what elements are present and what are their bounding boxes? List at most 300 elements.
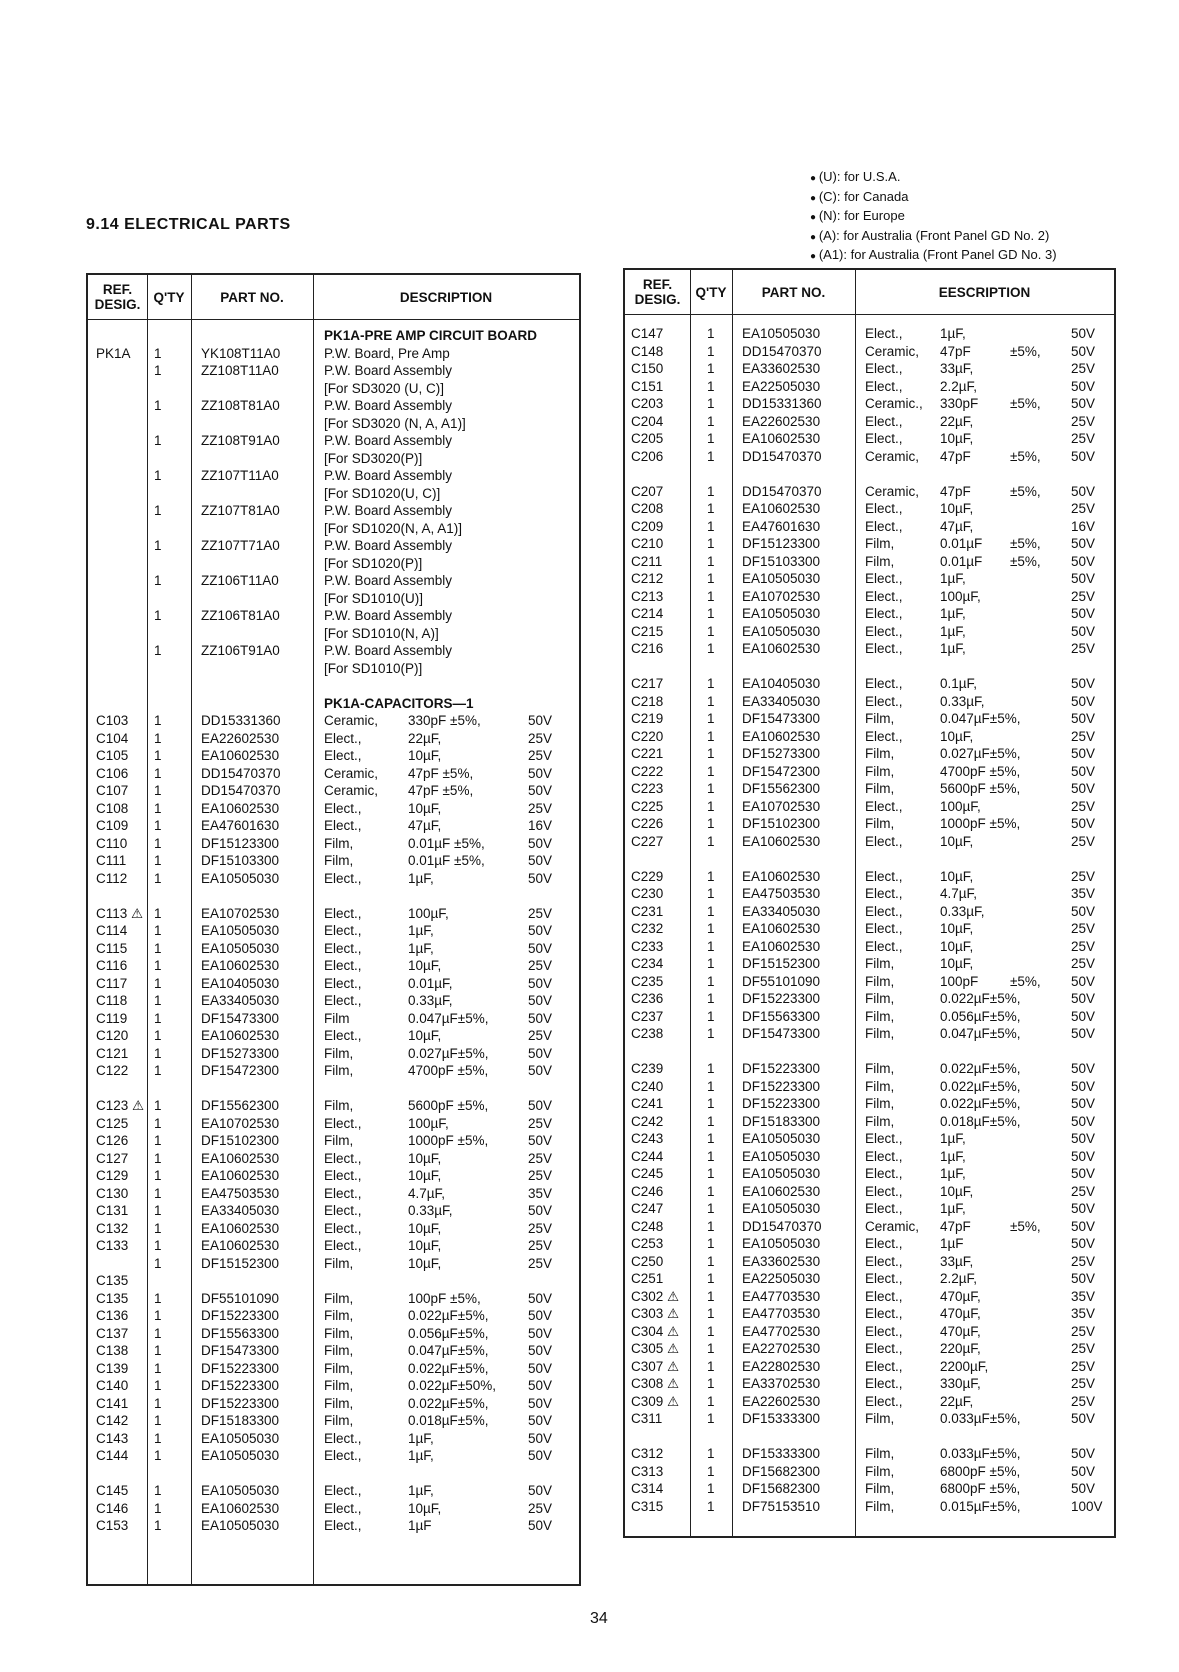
cell-ref-desig: C243 [631, 1131, 664, 1146]
cell-qty: 1 [154, 398, 162, 413]
table-row [88, 467, 579, 485]
legend-item: ● (A): for Australia (Front Panel GD No. 2) [810, 227, 1057, 247]
cell-value: 10µF, [940, 728, 974, 744]
table-row [625, 553, 1114, 571]
table-row [88, 747, 579, 765]
cell-part-no: EA22602530 [201, 730, 280, 746]
cell-ref-desig: C109 [96, 818, 129, 833]
cell-qty: 1 [154, 1045, 162, 1061]
cell-qty: 1 [707, 781, 715, 796]
table-row [625, 990, 1114, 1008]
cell-qty: 1 [707, 921, 715, 936]
cell-value: 10µF, [940, 868, 974, 884]
cell-value: 1000pF ±5%, [408, 1133, 489, 1148]
cell-value: 0.022µF±5%, [940, 1061, 1021, 1076]
cell-type: Film, [865, 781, 895, 796]
cell-type: Elect., [865, 1131, 903, 1146]
table-row [88, 730, 579, 748]
cell-voltage: 50V [1071, 1446, 1096, 1461]
cell-type: Elect., [324, 1448, 362, 1463]
cell-qty: 1 [707, 798, 715, 814]
cell-ref-desig: C150 [631, 361, 664, 376]
cell-voltage: 35V [1071, 1306, 1096, 1321]
cell-ref-desig: C229 [631, 868, 664, 884]
cell-part-no: DD15331360 [742, 396, 822, 411]
cell-qty: 1 [154, 573, 162, 588]
cell-qty: 1 [707, 378, 715, 394]
cell-voltage: 50V [1071, 1061, 1096, 1076]
table-row [88, 660, 579, 678]
cell-qty: 1 [707, 1218, 715, 1234]
table-row [88, 1220, 579, 1238]
cell-qty: 1 [707, 676, 715, 691]
cell-ref-desig: C236 [631, 991, 664, 1006]
cell-part-no: EA33405030 [201, 1203, 280, 1218]
cell-part-no: EA10702530 [201, 1115, 280, 1131]
cell-type: Elect., [865, 378, 903, 394]
cell-value: 0.033µF±5%, [940, 1411, 1021, 1426]
table-row [88, 1377, 579, 1395]
cell-qty: 1 [154, 940, 162, 956]
cell-part-no: EA10505030 [742, 326, 821, 341]
cell-type: Elect., [324, 800, 362, 816]
cell-ref-desig: C110 [96, 835, 128, 851]
cell-ref-desig: C148 [631, 343, 664, 359]
cell-type: [For SD3020 (N, A, A1)] [324, 415, 466, 431]
cell-ref-desig: C250 [631, 1253, 664, 1269]
table-row [625, 1445, 1114, 1463]
table-row [625, 1113, 1114, 1131]
cell-part-no: DF15223300 [742, 1096, 821, 1111]
cell-ref-desig: C238 [631, 1026, 664, 1041]
cell-part-no: DF15183300 [201, 1413, 280, 1428]
table-row [625, 798, 1114, 816]
table-row [88, 765, 579, 783]
cell-type: Film, [865, 973, 895, 989]
table-row [88, 677, 579, 695]
table-row [625, 1270, 1114, 1288]
cell-part-no: EA10505030 [201, 940, 280, 956]
cell-voltage: 50V [528, 1448, 553, 1463]
cell-part-no: DF15223300 [201, 1360, 280, 1376]
cell-qty: 1 [707, 1481, 715, 1496]
cell-ref-desig: C246 [631, 1183, 664, 1199]
cell-value: 1µF, [940, 641, 966, 656]
cell-value: 0.01µF [940, 536, 983, 551]
cell-type: [For SD1010(U)] [324, 590, 424, 606]
cell-qty: 1 [154, 643, 162, 658]
cell-type: Film, [324, 835, 354, 851]
cell-part-no: EA10602530 [742, 868, 821, 884]
cell-qty: 1 [707, 1376, 715, 1391]
cell-type: Film, [865, 711, 895, 726]
cell-type: Elect., [865, 501, 903, 516]
table-row [625, 1200, 1114, 1218]
cell-ref-desig: C140 [96, 1378, 129, 1393]
cell-part-no: EA47702530 [742, 1323, 821, 1339]
cell-part-no: EA10505030 [201, 923, 280, 938]
cell-type: Ceramic, [865, 1218, 920, 1234]
cell-value: 47pF [940, 343, 971, 359]
cell-ref-desig: C307 ⚠ [631, 1358, 680, 1374]
cell-ref-desig: C232 [631, 921, 664, 936]
table-row [625, 325, 1114, 343]
table-row [625, 1253, 1114, 1271]
cell-part-no: EA10602530 [742, 501, 821, 516]
cell-qty: 1 [154, 1308, 162, 1323]
table-row [88, 695, 579, 713]
cell-value: 10µF, [940, 501, 974, 516]
table-row [88, 940, 579, 958]
cell-value: 10µF, [408, 958, 442, 973]
cell-qty: 1 [154, 1063, 162, 1078]
cell-qty: 1 [707, 553, 715, 569]
cell-value: 1µF, [940, 1131, 966, 1146]
cell-ref-desig: C217 [631, 676, 664, 691]
parts-table-right [623, 268, 1116, 1538]
cell-value: 100pF ±5%, [408, 1290, 481, 1306]
cell-part-no: ZZ106T11A0 [201, 573, 279, 588]
cell-voltage: 50V [1071, 1148, 1096, 1164]
cell-ref-desig: C147 [631, 326, 664, 341]
cell-type: [For SD1020(N, A, A1)] [324, 520, 463, 536]
cell-voltage: 50V [528, 853, 553, 868]
cell-voltage: 50V [1071, 1271, 1096, 1286]
cell-voltage: 50V [528, 1325, 553, 1341]
cell-ref-desig: C234 [631, 956, 664, 971]
table-row [625, 1428, 1114, 1446]
cell-ref-desig: C226 [631, 816, 664, 831]
cell-value: 10µF, [940, 1183, 974, 1199]
cell-type: Elect., [324, 1168, 362, 1183]
cell-qty: 1 [707, 518, 715, 534]
table-row [625, 1480, 1114, 1498]
cell-part-no: DF15682300 [742, 1463, 821, 1479]
cell-qty: 1 [154, 1290, 162, 1306]
table-row [625, 1165, 1114, 1183]
cell-voltage: 50V [528, 1063, 553, 1078]
cell-type: Ceramic, [865, 483, 920, 499]
cell-type: Elect., [865, 1393, 903, 1409]
cell-type: Elect., [865, 623, 903, 639]
cell-qty: 1 [154, 800, 162, 816]
cell-ref-desig: C218 [631, 693, 664, 709]
cell-type: Elect., [865, 1376, 903, 1391]
table-row [625, 728, 1114, 746]
cell-value: 0.047µF±5%, [408, 1010, 489, 1026]
cell-qty: 1 [707, 343, 715, 359]
cell-ref-desig: C143 [96, 1430, 129, 1446]
cell-type: Elect., [865, 1323, 903, 1339]
table-row [625, 605, 1114, 623]
table-row [88, 1150, 579, 1168]
cell-voltage: 25V [1071, 1358, 1096, 1374]
table-row [625, 395, 1114, 413]
cell-value: 1µF, [408, 923, 434, 938]
table-row [625, 1410, 1114, 1428]
table-row [88, 485, 579, 503]
table-row [625, 1235, 1114, 1253]
table-row [88, 1307, 579, 1325]
cell-qty: 1 [154, 363, 162, 378]
cell-part-no: DF15333300 [742, 1411, 821, 1426]
header-ref: REF. DESIG. [94, 282, 141, 312]
cell-part-no: EA10405030 [742, 676, 821, 691]
cell-qty: 1 [707, 1008, 715, 1024]
cell-qty: 1 [154, 1413, 162, 1428]
cell-qty: 1 [154, 1203, 162, 1218]
cell-value: 22µF, [940, 1393, 974, 1409]
table-row [625, 570, 1114, 588]
table-row [625, 868, 1114, 886]
cell-value: 100µF, [408, 905, 449, 921]
cell-voltage: 50V [1071, 326, 1096, 341]
cell-qty: 1 [707, 1026, 715, 1041]
cell-value: 330pF ±5%, [408, 713, 481, 728]
cell-tolerance: ±5%, [1010, 396, 1041, 411]
cell-part-no: EA10602530 [201, 1238, 280, 1253]
cell-qty: 1 [707, 571, 715, 586]
cell-qty: 1 [707, 1236, 715, 1251]
cell-type: Film, [324, 1413, 354, 1428]
cell-voltage: 50V [1071, 571, 1096, 586]
cell-type: Elect., [865, 868, 903, 884]
cell-value: 1µF, [408, 1448, 434, 1463]
legend-item: ● (C): for Canada [810, 188, 1057, 208]
cell-voltage: 50V [1071, 396, 1096, 411]
cell-ref-desig: C138 [96, 1343, 129, 1358]
cell-type: Elect., [865, 1271, 903, 1286]
cell-value: 0.33µF, [940, 903, 985, 919]
cell-type: Film, [865, 991, 895, 1006]
cell-ref-desig: C126 [96, 1133, 129, 1148]
cell-ref-desig: C135 [96, 1273, 129, 1288]
cell-part-no: DF15223300 [201, 1378, 280, 1393]
cell-value: 5600pF ±5%, [940, 781, 1021, 796]
table-row [625, 1130, 1114, 1148]
cell-value: 4700pF ±5%, [408, 1063, 489, 1078]
cell-qty: 1 [707, 1288, 715, 1304]
legend-item: ● (U): for U.S.A. [810, 168, 1057, 188]
cell-qty: 1 [707, 1358, 715, 1374]
cell-part-no: EA10602530 [201, 1220, 280, 1236]
table-row [625, 1358, 1114, 1376]
cell-ref-desig: C141 [96, 1395, 129, 1411]
cell-qty: 1 [707, 1166, 715, 1181]
cell-value: 0.018µF±5%, [408, 1413, 489, 1428]
cell-value: 0.022µF±5%, [408, 1308, 489, 1323]
table-row [88, 1115, 579, 1133]
cell-value: 0.018µF±5%, [940, 1113, 1021, 1129]
cell-voltage: 50V [1071, 623, 1096, 639]
cell-ref-desig: C312 [631, 1446, 664, 1461]
table-row [88, 887, 579, 905]
cell-type: Film, [324, 1133, 354, 1148]
cell-qty: 1 [154, 1378, 162, 1393]
cell-qty: 1 [154, 713, 162, 728]
cell-part-no: DF15473300 [742, 711, 821, 726]
cell-qty: 1 [154, 923, 162, 938]
cell-part-no: DF15563300 [201, 1325, 280, 1341]
cell-voltage: 50V [528, 1098, 553, 1113]
cell-type: Elect., [324, 1238, 362, 1253]
cell-voltage: 35V [1071, 1288, 1096, 1304]
table-row [88, 712, 579, 730]
cell-part-no: EA33405030 [742, 693, 821, 709]
table-row [88, 870, 579, 888]
cell-ref-desig: C129 [96, 1168, 129, 1183]
cell-qty: 1 [154, 1395, 162, 1411]
cell-qty: 1 [707, 606, 715, 621]
cell-ref-desig: C204 [631, 413, 664, 429]
table-row [625, 1305, 1114, 1323]
cell-type: Elect., [865, 728, 903, 744]
cell-part-no: DF15682300 [742, 1481, 821, 1496]
table-row [625, 850, 1114, 868]
cell-type: Film, [865, 1481, 895, 1496]
table-row [625, 815, 1114, 833]
cell-voltage: 35V [528, 1185, 553, 1201]
parts-table-left [86, 273, 581, 1586]
cell-part-no: EA10505030 [201, 1430, 280, 1446]
table-row [625, 938, 1114, 956]
cell-type: Film, [324, 1325, 354, 1341]
cell-voltage: 50V [528, 1308, 553, 1323]
cell-type: Elect., [324, 1185, 362, 1201]
section-title: 9.14 ELECTRICAL PARTS [86, 216, 291, 233]
table-row [625, 378, 1114, 396]
cell-voltage: 50V [528, 1290, 553, 1306]
cell-part-no: EA47503530 [742, 886, 821, 901]
table-row [88, 800, 579, 818]
cell-ref-desig: C308 ⚠ [631, 1376, 680, 1391]
cell-type: Film [324, 1010, 350, 1026]
cell-voltage: 50V [1071, 483, 1096, 499]
cell-value: 1µF, [940, 571, 966, 586]
cell-voltage: 50V [1071, 536, 1096, 551]
cell-qty: 1 [154, 503, 162, 518]
cell-part-no: EA10505030 [201, 870, 280, 886]
table-row [625, 920, 1114, 938]
table-row [625, 1498, 1114, 1516]
cell-type: P.W. Board Assembly [324, 643, 453, 658]
table-row [88, 1202, 579, 1220]
cell-qty: 1 [154, 1448, 162, 1463]
cell-part-no: EA10702530 [742, 798, 821, 814]
cell-voltage: 50V [528, 1203, 553, 1218]
cell-ref-desig: C144 [96, 1448, 129, 1463]
cell-part-no: EA47601630 [201, 818, 280, 833]
cell-ref-desig: C223 [631, 781, 664, 796]
cell-ref-desig: C210 [631, 536, 664, 551]
table-row [88, 922, 579, 940]
cell-value: 1µF, [408, 870, 434, 886]
table-row [625, 623, 1114, 641]
table-row [88, 607, 579, 625]
cell-ref-desig: C111 [96, 853, 127, 868]
cell-value: 10µF, [940, 938, 974, 954]
cell-qty: 1 [707, 693, 715, 709]
table-row [88, 380, 579, 398]
cell-voltage: 50V [528, 1395, 553, 1411]
cell-value: 0.022µF±5%, [408, 1360, 489, 1376]
cell-qty: 1 [154, 345, 162, 361]
cell-part-no: DF15123300 [201, 835, 280, 851]
cell-voltage: 50V [1071, 1113, 1096, 1129]
cell-value: 33µF, [940, 1253, 974, 1269]
cell-part-no: EA22505030 [742, 378, 821, 394]
cell-type: P.W. Board Assembly [324, 363, 453, 378]
table-row [88, 992, 579, 1010]
cell-value: 4700pF ±5%, [940, 763, 1021, 779]
cell-type: Elect., [865, 518, 903, 534]
table-row [625, 955, 1114, 973]
cell-type: Elect., [324, 1203, 362, 1218]
cell-voltage: 50V [1071, 448, 1096, 464]
cell-type: Elect., [865, 431, 903, 446]
cell-qty: 1 [707, 1113, 715, 1129]
cell-type: Film, [865, 1113, 895, 1129]
cell-type: Film, [865, 1446, 895, 1461]
cell-qty: 1 [154, 993, 162, 1008]
cell-ref-desig: C240 [631, 1078, 664, 1094]
cell-part-no: EA10602530 [201, 800, 280, 816]
table-row [625, 745, 1114, 763]
cell-part-no: EA10505030 [742, 571, 821, 586]
cell-ref-desig: C216 [631, 641, 664, 656]
table-row [625, 1060, 1114, 1078]
cell-voltage: 25V [528, 748, 553, 763]
cell-qty: 1 [154, 1343, 162, 1358]
cell-voltage: 50V [1071, 1481, 1096, 1496]
cell-ref-desig: C136 [96, 1308, 129, 1323]
cell-voltage: 50V [1071, 553, 1096, 569]
cell-type: Elect., [865, 361, 903, 376]
cell-part-no: EA10505030 [201, 1448, 280, 1463]
cell-ref-desig: C137 [96, 1325, 129, 1341]
cell-voltage: 25V [1071, 868, 1096, 884]
cell-ref-desig: C227 [631, 833, 664, 849]
cell-voltage: 50V [1071, 903, 1096, 919]
cell-type: Film, [324, 1098, 354, 1113]
cell-type: Film, [865, 956, 895, 971]
cell-part-no: DF15273300 [742, 746, 821, 761]
cell-part-no: DF15223300 [201, 1308, 280, 1323]
cell-voltage: 50V [1071, 1236, 1096, 1251]
cell-value: 47µF, [940, 518, 974, 534]
table-row [625, 1095, 1114, 1113]
table-row [88, 957, 579, 975]
cell-value: 0.01µF ±5%, [408, 835, 485, 851]
cell-voltage: 100V [1071, 1498, 1103, 1514]
cell-voltage: 50V [528, 713, 553, 728]
cell-type: P.W. Board Assembly [324, 468, 453, 483]
cell-value: 2.2µF, [940, 378, 978, 394]
cell-voltage: 16V [528, 818, 553, 833]
cell-voltage: 50V [528, 1430, 553, 1446]
cell-voltage: 50V [1071, 1411, 1096, 1426]
cell-qty: 1 [707, 396, 715, 411]
header-part-no: PART NO. [761, 284, 826, 300]
cell-part-no: DF75153510 [742, 1498, 821, 1514]
table-row [625, 1463, 1114, 1481]
cell-qty: 1 [154, 783, 162, 798]
cell-type: P.W. Board, Pre Amp [324, 345, 450, 361]
table-row [88, 817, 579, 835]
cell-value: 5600pF ±5%, [408, 1098, 489, 1113]
cell-qty: 1 [154, 905, 162, 921]
cell-voltage: 50V [1071, 816, 1096, 831]
